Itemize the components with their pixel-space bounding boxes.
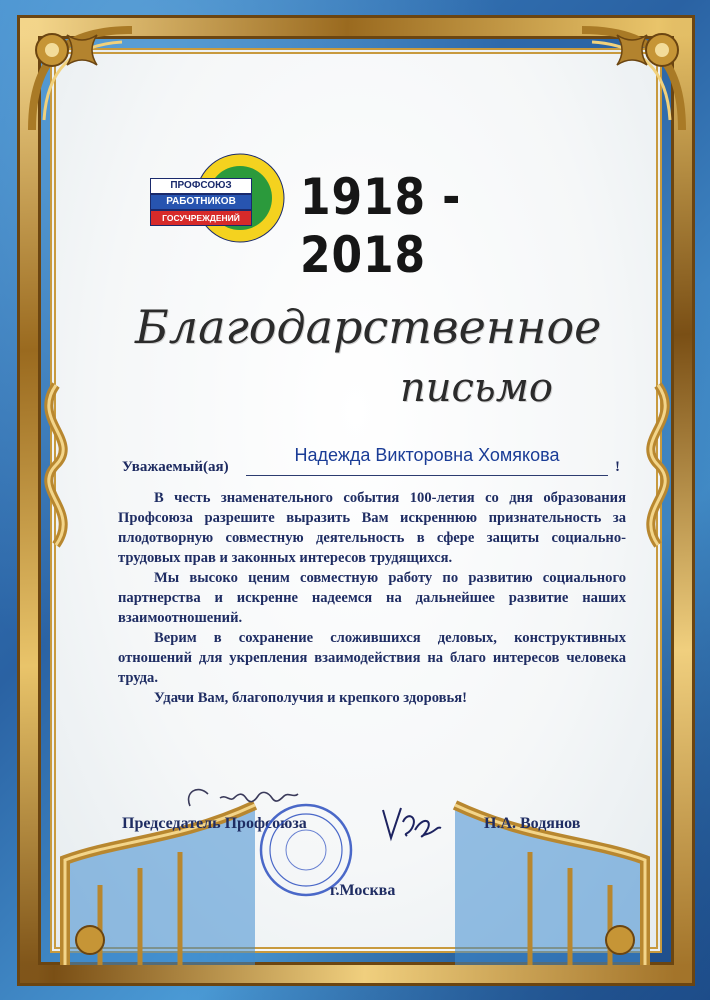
logo-line-3: ГОСУЧРЕЖДЕНИЙ (150, 210, 252, 226)
signer-name: Н.А. Водянов (484, 815, 581, 832)
side-scroll-ornament-icon (628, 380, 688, 550)
logo-line-1: ПРОФСОЮЗ (150, 178, 252, 194)
body-paragraph: Мы высоко ценим совместную работу по развитию социального партнерства и искренне надеемся на дальнейшее развитие наших взаимоотношений. (118, 570, 626, 626)
greeting-line (122, 445, 622, 480)
recipient-name: Надежда Викторовна Хомякова (294, 445, 560, 465)
corner-ornament-icon (572, 20, 692, 140)
union-logo (140, 148, 290, 248)
city-label: г.Москва (330, 882, 396, 899)
greeting-label: Уважаемый(ая) (122, 459, 229, 475)
side-scroll-ornament-icon (26, 380, 86, 550)
logo-line-2: РАБОТНИКОВ (150, 194, 252, 210)
title-line-1: Благодарственное (135, 300, 602, 354)
title-line-2: письмо (400, 365, 553, 411)
years-heading: 1918 - 2018 (300, 168, 462, 284)
body-paragraph: Верим в сохранение сложившихся деловых, конструктивных отношений для укрепления взаимодействия на благо интересов человека труда. (118, 630, 626, 686)
greeting-end: ! (615, 459, 620, 475)
body-paragraph: Удачи Вам, благополучия и крепкого здоровья! (154, 690, 467, 706)
body-paragraph: В честь знаменательного события 100-летия со дня образования Профсоюза разрешите выразить Вам искреннюю признательность за плодотворную совместную деятельность в сфере защиты социально-трудовых прав и законных интересов трудящихся. (118, 490, 626, 566)
recipient-name-line (246, 445, 608, 476)
letter-body (118, 488, 626, 708)
signer-position: Председатель Профсоюза (122, 815, 307, 832)
signature-icon (375, 800, 445, 845)
corner-ornament-icon (22, 20, 142, 140)
